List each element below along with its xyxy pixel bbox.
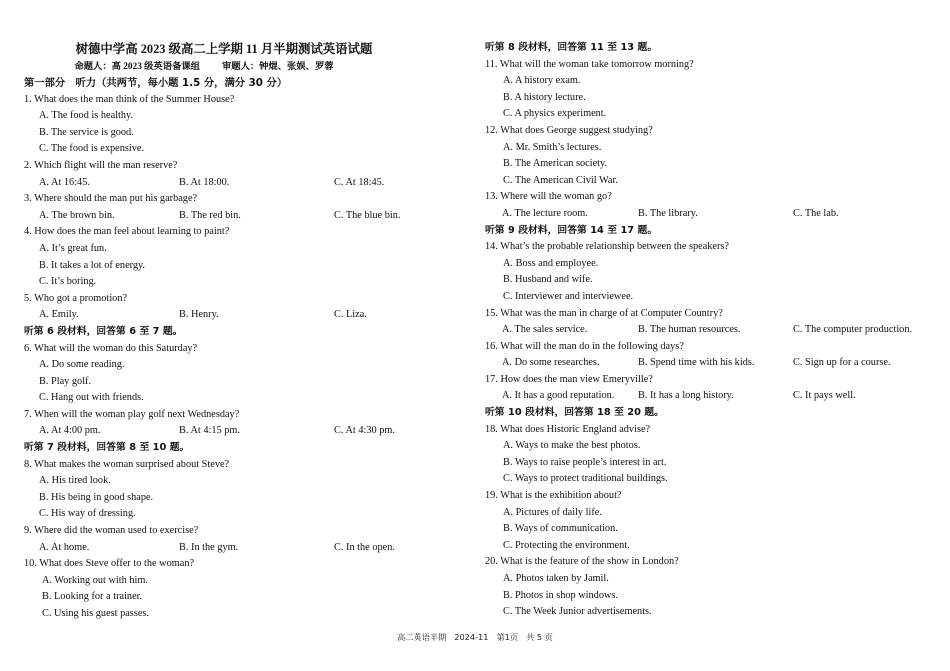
option-a: A. At 4:00 pm. bbox=[39, 425, 101, 437]
option-c: C. His way of dressing. bbox=[39, 508, 136, 520]
option-c: C. At 18:45. bbox=[334, 176, 385, 188]
footer-total-pages: 共 5 页 bbox=[526, 632, 553, 642]
option-a: A. Boss and employee. bbox=[503, 257, 599, 269]
option-a: A. Mr. Smith’s lectures. bbox=[503, 141, 602, 153]
option-c: C. A physics experiment. bbox=[503, 108, 607, 120]
option-row bbox=[24, 208, 454, 225]
option-c: C. Sign up for a course. bbox=[793, 357, 891, 369]
option-b: B. Photos in shop windows. bbox=[503, 589, 619, 601]
option-row bbox=[485, 388, 935, 405]
question-stem: 2. Which flight will the man reserve? bbox=[24, 159, 178, 171]
question-stem: 4. How does the man feel about learning to paint? bbox=[24, 226, 230, 238]
right-column bbox=[485, 40, 935, 621]
option-row bbox=[24, 540, 454, 557]
question-stem: 3. Where should the man put his garbage? bbox=[24, 193, 198, 205]
option-a: A. His tired look. bbox=[39, 475, 111, 487]
option-b: B. At 18:00. bbox=[179, 176, 230, 188]
option-b: B. The human resources. bbox=[638, 324, 741, 336]
option-c: C. The American Civil War. bbox=[503, 174, 618, 186]
option-b: B. His being in good shape. bbox=[39, 491, 154, 503]
exam-title: 树德中学高 2023 级高二上学期 11 月半期测试英语试题 bbox=[75, 42, 373, 56]
question-stem: 17. How does the man view Emeryville? bbox=[485, 373, 653, 385]
option-b: B. Husband and wife. bbox=[503, 274, 593, 286]
question-stem: 10. What does Steve offer to the woman? bbox=[24, 558, 195, 570]
question-stem: 16. What will the man do in the following days? bbox=[485, 340, 684, 352]
option-b: B. Spend time with his kids. bbox=[638, 357, 755, 369]
question-stem: 9. Where did the woman used to exercise? bbox=[24, 525, 199, 537]
section-heading: 听第 6 段材料，回答第 6 至 7 题。 bbox=[24, 325, 183, 337]
option-a: A. It has a good reputation. bbox=[502, 390, 615, 402]
option-c: C. The Week Junior advertisements. bbox=[503, 606, 652, 618]
option-b: B. In the gym. bbox=[179, 541, 239, 553]
option-c: C. The food is expensive. bbox=[39, 143, 145, 155]
question-stem: 5. Who got a promotion? bbox=[24, 292, 128, 304]
option-a: A. Do some researches. bbox=[502, 357, 600, 369]
option-c: C. Hang out with friends. bbox=[39, 392, 144, 404]
option-a: A. The brown bin. bbox=[39, 209, 115, 221]
question-stem: 12. What does George suggest studying? bbox=[485, 124, 653, 136]
option-a: A. Emily. bbox=[39, 309, 79, 321]
option-a: A. At 16:45. bbox=[39, 176, 90, 188]
left-column bbox=[24, 40, 454, 623]
footer-page-number: 第1页 bbox=[496, 632, 519, 642]
option-b: B. A history lecture. bbox=[503, 91, 586, 103]
question-stem: 20. What is the feature of the show in London? bbox=[485, 556, 679, 568]
option-a: A. It’s great fun. bbox=[39, 242, 107, 254]
option-b: B. The American society. bbox=[503, 158, 608, 170]
option-a: A. Working out with him. bbox=[42, 574, 148, 586]
option-c: C. Ways to protect traditional buildings. bbox=[503, 473, 668, 485]
reviewer-label: 审题人：钟焜、张娱、罗蓉 bbox=[221, 62, 334, 72]
page-footer bbox=[0, 632, 950, 643]
option-c: C. The blue bin. bbox=[334, 209, 401, 221]
question-stem: 13. Where will the woman go? bbox=[485, 191, 612, 203]
option-c: C. It’s boring. bbox=[39, 276, 97, 288]
option-c: C. The computer production. bbox=[793, 324, 913, 336]
option-b: B. Play golf. bbox=[39, 375, 92, 387]
section-heading: 听第 10 段材料，回答第 18 至 20 题。 bbox=[485, 407, 664, 419]
author-label: 命题人：高 2023 级英语备课组 bbox=[74, 62, 200, 72]
question-stem: 8. What makes the woman surprised about Steve? bbox=[24, 458, 230, 470]
option-b: B. Ways to raise people’s interest in art. bbox=[503, 456, 667, 468]
option-row bbox=[485, 206, 935, 223]
option-b: B. Ways of communication. bbox=[503, 523, 618, 535]
option-a: A. The food is healthy. bbox=[39, 110, 134, 122]
option-row bbox=[485, 322, 935, 339]
section-heading: 听第 9 段材料，回答第 14 至 17 题。 bbox=[485, 224, 658, 236]
footer-date: 2024-11 bbox=[454, 632, 489, 642]
option-b: B. Looking for a trainer. bbox=[42, 591, 143, 603]
question-stem: 6. What will the woman do this Saturday? bbox=[24, 342, 198, 354]
question-stem: 14. What’s the probable relationship between the speakers? bbox=[485, 241, 729, 253]
option-c: C. At 4:30 pm. bbox=[334, 425, 395, 437]
option-a: A. Ways to make the best photos. bbox=[503, 440, 641, 452]
option-a: A. The lecture room. bbox=[502, 207, 588, 219]
option-b: B. The red bin. bbox=[179, 209, 241, 221]
option-b: B. The library. bbox=[638, 207, 698, 219]
option-c: C. It pays well. bbox=[793, 390, 856, 402]
option-b: B. The service is good. bbox=[39, 126, 134, 138]
option-row bbox=[24, 307, 454, 324]
option-c: C. Liza. bbox=[334, 309, 367, 321]
option-c: C. Using his guest passes. bbox=[42, 608, 149, 619]
option-a: A. The sales service. bbox=[502, 324, 588, 336]
option-c: C. Protecting the environment. bbox=[503, 539, 630, 551]
option-a: A. Pictures of daily life. bbox=[503, 506, 602, 518]
option-a: A. Photos taken by Jamil. bbox=[503, 573, 609, 584]
section-heading: 听第 7 段材料，回答第 8 至 10 题。 bbox=[24, 442, 190, 454]
option-a: A. Do some reading. bbox=[39, 359, 125, 371]
option-a: A. At home. bbox=[39, 541, 90, 553]
option-row bbox=[24, 175, 454, 192]
option-b: B. It takes a lot of energy. bbox=[39, 259, 146, 271]
question-stem: 15. What was the man in charge of at Computer Country? bbox=[485, 307, 723, 319]
option-c: C. The lab. bbox=[793, 207, 839, 219]
option-b: B. Henry. bbox=[179, 309, 219, 321]
option-c: C. In the open. bbox=[334, 541, 395, 553]
question-stem: 1. What does the man think of the Summer House? bbox=[24, 93, 235, 105]
question-stem: 7. When will the woman play golf next Wednesday? bbox=[24, 408, 240, 420]
question-stem: 18. What does Historic England advise? bbox=[485, 423, 651, 435]
option-row bbox=[24, 423, 454, 440]
option-b: B. At 4:15 pm. bbox=[179, 425, 240, 437]
question-stem: 11. What will the woman take tomorrow morning? bbox=[485, 58, 694, 70]
option-c: C. Interviewer and interviewee. bbox=[503, 290, 634, 302]
option-b: B. It has a long history. bbox=[638, 390, 734, 402]
footer-course: 高二英语半期 bbox=[397, 632, 447, 642]
question-stem: 19. What is the exhibition about? bbox=[485, 490, 622, 502]
option-row bbox=[485, 355, 935, 372]
exam-credits bbox=[24, 59, 454, 75]
section-heading: 听第 8 段材料，回答第 11 至 13 题。 bbox=[485, 42, 658, 53]
part1-heading: 第一部分 听力（共两节，每小题 1.5 分，满分 30 分） bbox=[24, 77, 288, 89]
option-a: A. A history exam. bbox=[503, 75, 581, 87]
